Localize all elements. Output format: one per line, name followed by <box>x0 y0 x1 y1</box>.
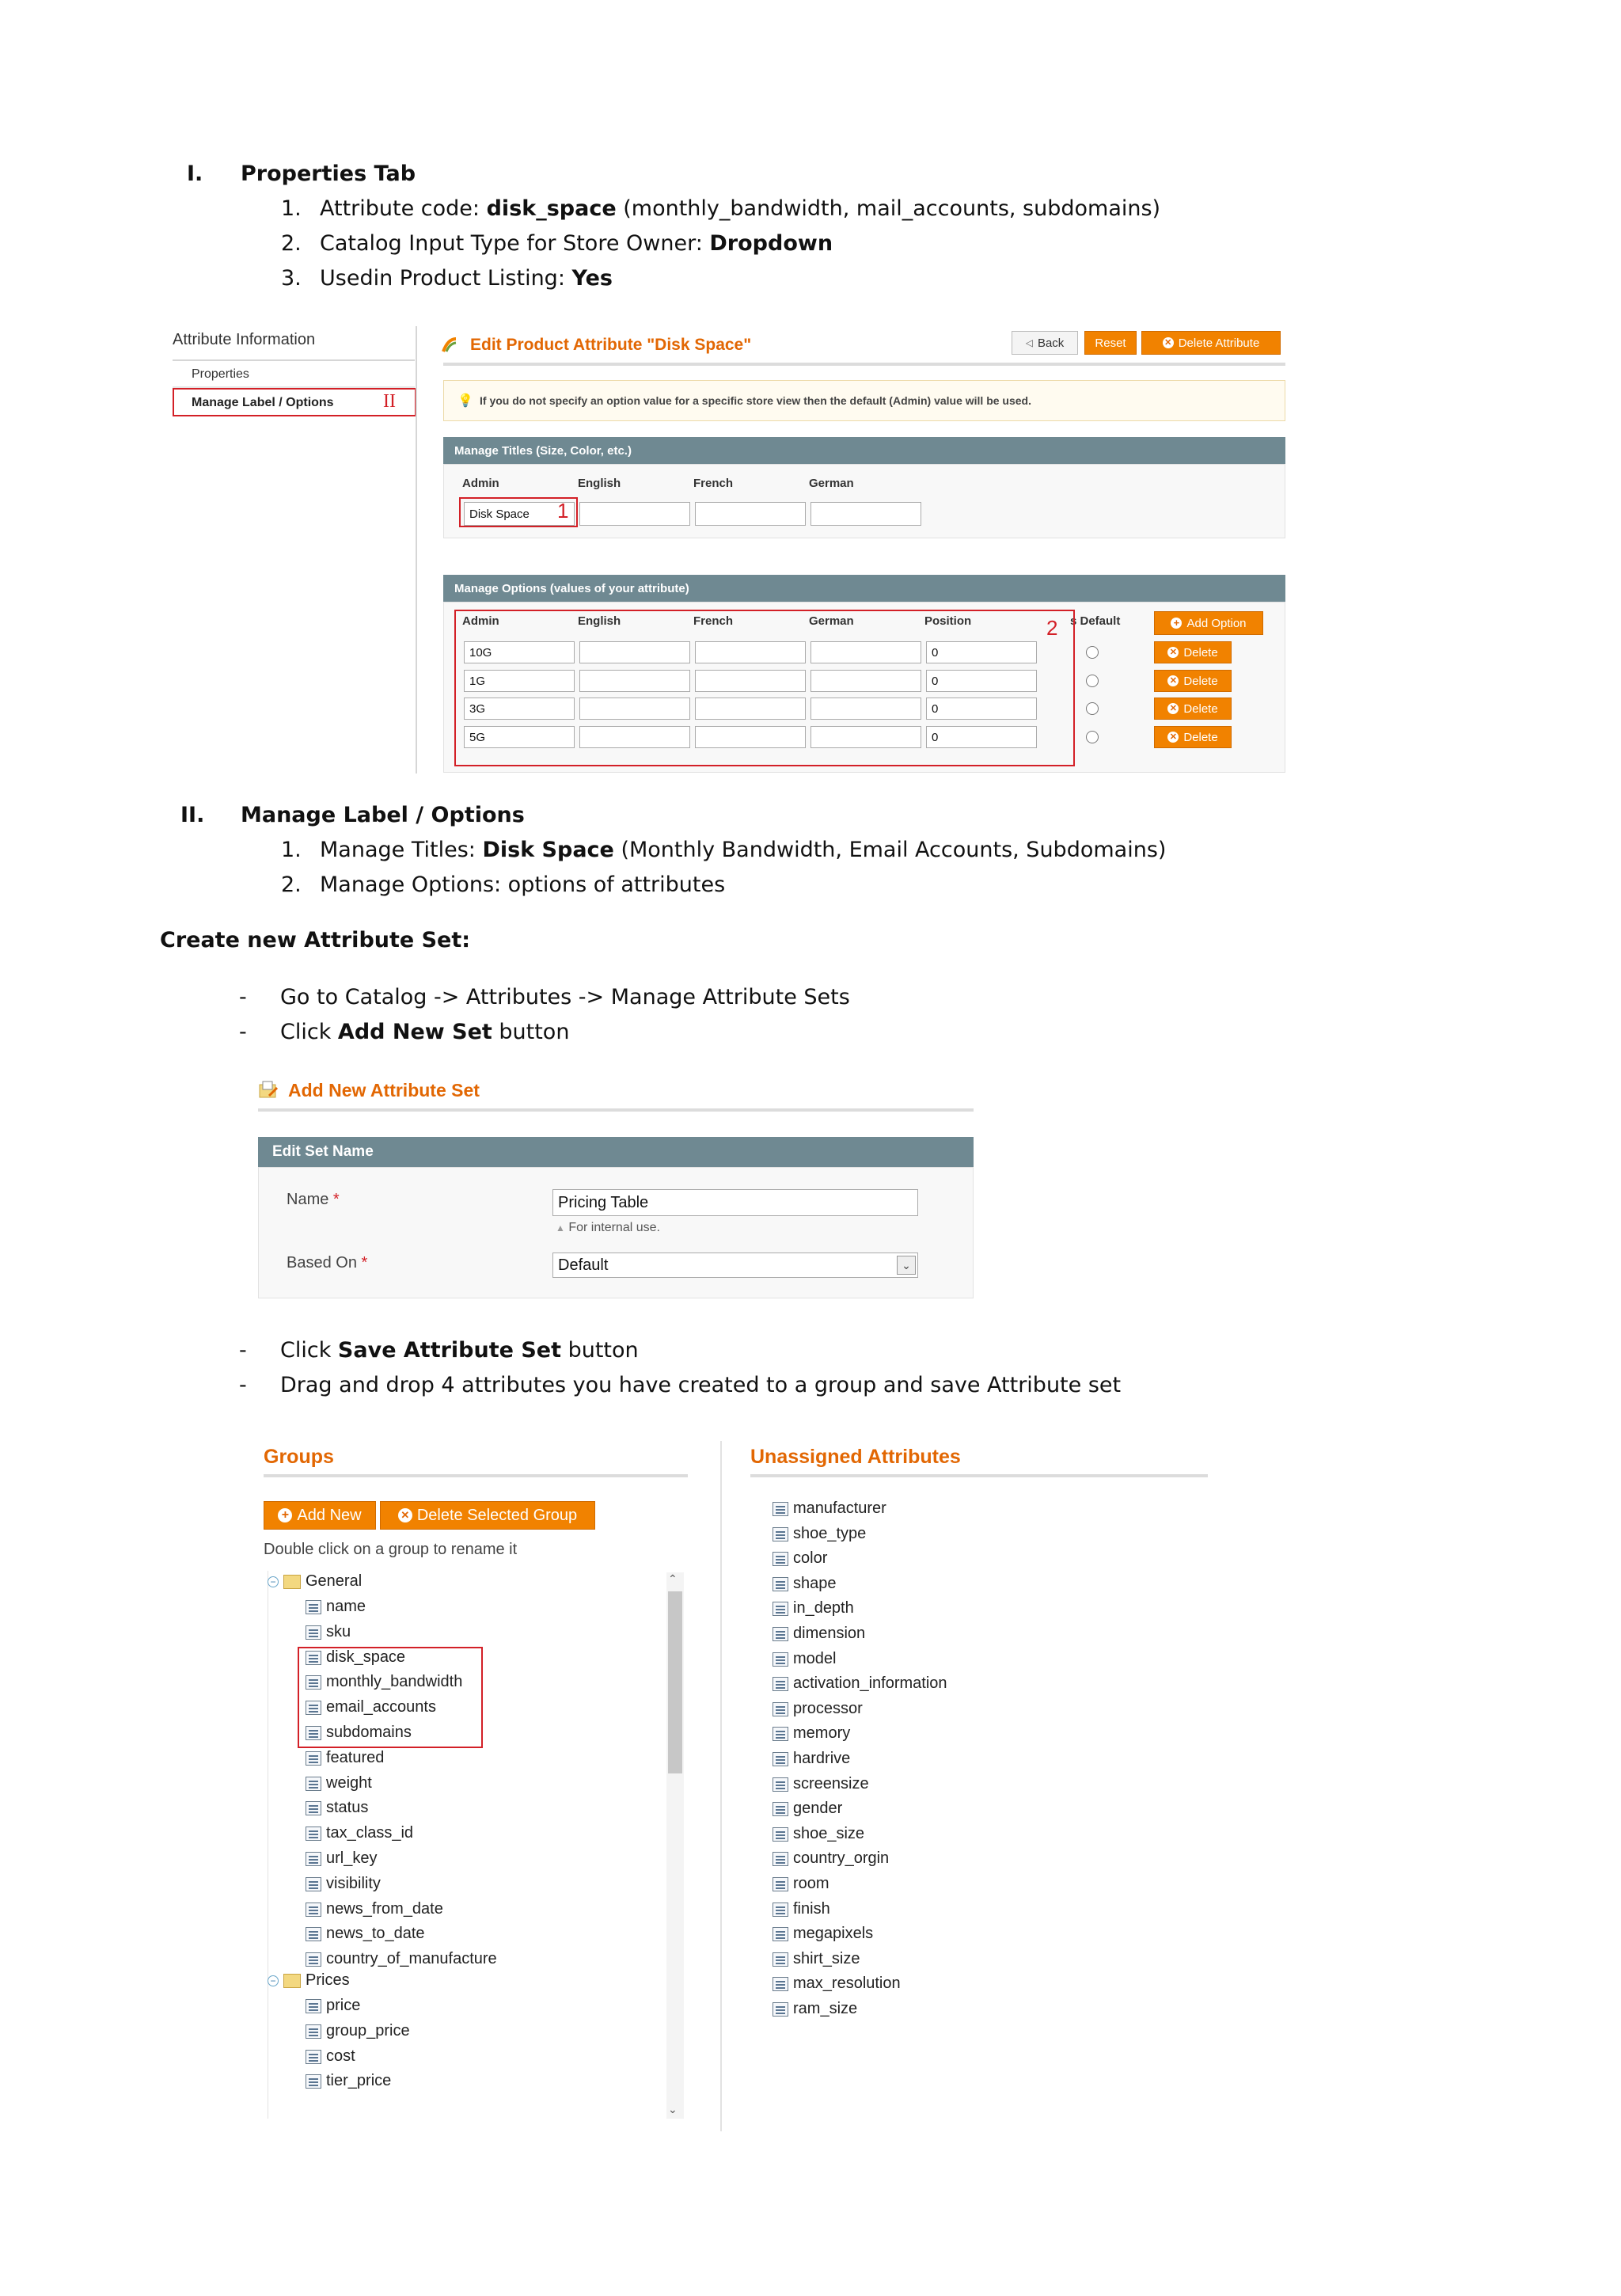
tree-item-label: country_orgin <box>793 1849 890 1867</box>
plus-icon: + <box>278 1508 292 1522</box>
list-marker: 2. <box>281 872 302 897</box>
divider <box>720 1441 722 2131</box>
attribute-icon <box>773 1652 788 1667</box>
based-on-select[interactable] <box>552 1253 918 1278</box>
text: Manage Titles: <box>320 838 483 862</box>
attribute-icon <box>773 1702 788 1716</box>
tree-item-label: group_price <box>326 2022 410 2039</box>
page-title: Edit Product Attribute "Disk Space" <box>470 336 752 354</box>
tree-item-label: url_key <box>326 1849 378 1867</box>
tree-item[interactable] <box>773 1825 864 1843</box>
attribute-icon <box>773 1552 788 1566</box>
option-admin-input[interactable]: 3G <box>464 698 575 720</box>
sidebar-title: Attribute Information <box>173 331 316 348</box>
list-marker: - <box>239 1373 247 1397</box>
col-admin: Admin <box>462 477 499 490</box>
name-label: Name * <box>287 1191 340 1208</box>
plus-icon: + <box>1171 618 1182 629</box>
tree-item[interactable] <box>306 1997 360 2015</box>
back-button[interactable] <box>1012 331 1078 355</box>
text: Click <box>280 1338 338 1363</box>
tree-item[interactable] <box>773 1575 837 1593</box>
tree-item[interactable] <box>773 1925 873 1943</box>
tree-item-label: email_accounts <box>326 1698 436 1716</box>
tree-item-label: in_depth <box>793 1599 854 1617</box>
attribute-icon <box>306 1600 321 1614</box>
tree-item-label: price <box>326 1997 361 2014</box>
delete-icon: ✕ <box>1167 703 1179 714</box>
hint: ▲ For internal use. <box>556 1221 660 1234</box>
tree-item-label: news_from_date <box>326 1900 443 1918</box>
tree-item[interactable] <box>306 1824 413 1842</box>
tree-item-label: memory <box>793 1724 851 1742</box>
section-title: Create new Attribute Set: <box>160 928 471 952</box>
tree-item[interactable] <box>773 1950 860 1968</box>
bold-text: Dropdown <box>709 231 833 256</box>
text: Click <box>280 1020 338 1044</box>
option-french-input[interactable] <box>695 698 806 720</box>
option-german-input[interactable] <box>810 726 921 748</box>
opt-col-french: French <box>693 614 734 628</box>
text: Catalog Input Type for Store Owner: <box>320 231 710 256</box>
tree-item-label: model <box>793 1650 837 1667</box>
tree-item-label: shoe_size <box>793 1825 865 1842</box>
tree-item-label: tax_class_id <box>326 1824 414 1842</box>
attribute-icon <box>306 1751 321 1766</box>
tree-item-label: shirt_size <box>793 1950 860 1967</box>
divider <box>173 359 415 361</box>
delete-option-button[interactable] <box>1154 670 1232 692</box>
groups-title: Groups <box>264 1446 334 1468</box>
annotation-marker: 2 <box>1046 616 1058 640</box>
tree-item-label: news_to_date <box>326 1925 425 1942</box>
option-english-input[interactable] <box>579 726 690 748</box>
title-english-input[interactable] <box>579 502 690 526</box>
list-item <box>320 872 725 897</box>
tree-item-label: sku <box>326 1623 351 1640</box>
attribute-icon <box>306 1777 321 1791</box>
tree-item-label: monthly_bandwidth <box>326 1673 463 1690</box>
text: Usedin Product Listing: <box>320 266 572 291</box>
option-position-input[interactable]: 0 <box>926 670 1037 692</box>
attribute-icon <box>306 1801 321 1815</box>
tree-item[interactable] <box>773 1500 886 1518</box>
unassigned-title: Unassigned Attributes <box>750 1446 961 1468</box>
list-marker: - <box>239 1338 247 1363</box>
attribute-icon <box>306 1999 321 2013</box>
notice-text: If you do not specify an option value for a specific store view then the default (Admin) value will be used. <box>480 394 1031 407</box>
tree-item-label: shoe_type <box>793 1525 867 1542</box>
attribute-icon <box>306 1903 321 1917</box>
attribute-icon <box>773 1677 788 1691</box>
bold-text: Disk Space <box>482 838 614 862</box>
lightbulb-icon: 💡 <box>457 394 473 408</box>
default-radio[interactable] <box>1086 731 1099 743</box>
attribute-icon <box>773 1602 788 1616</box>
bullet-item <box>280 1373 1121 1397</box>
add-option-button[interactable] <box>1154 611 1263 635</box>
text: button <box>492 1020 570 1044</box>
bullet-item <box>280 985 850 1009</box>
tree-item[interactable] <box>773 2000 857 2018</box>
attribute-icon <box>442 337 457 353</box>
option-english-input[interactable] <box>579 670 690 692</box>
option-admin-input[interactable]: 1G <box>464 670 575 692</box>
bold-text: Yes <box>571 266 613 291</box>
based-on-value: Default <box>558 1256 609 1274</box>
add-new-group-button[interactable] <box>264 1501 376 1530</box>
tree-item-label: tier_price <box>326 2072 392 2089</box>
tree-item[interactable] <box>773 1875 829 1893</box>
title-german-input[interactable] <box>810 502 921 526</box>
default-radio[interactable] <box>1086 675 1099 687</box>
back-label: Back <box>1037 336 1065 350</box>
attribute-icon <box>773 1952 788 1967</box>
tree-item[interactable] <box>306 2022 410 2040</box>
tree-group-general[interactable] <box>268 1572 362 1591</box>
name-input[interactable]: Pricing Table <box>552 1189 918 1216</box>
tree-item-label: screensize <box>793 1775 869 1792</box>
delete-option-button[interactable] <box>1154 641 1232 663</box>
tree-item[interactable] <box>773 1800 842 1818</box>
delete-selected-group-button[interactable] <box>380 1501 595 1530</box>
option-french-input[interactable] <box>695 641 806 663</box>
tree-item-label: shape <box>793 1575 837 1592</box>
groups-hint: Double click on a group to rename it <box>264 1541 518 1558</box>
bold-text: Save Attribute Set <box>337 1338 562 1363</box>
page-title: Add New Attribute Set <box>288 1080 480 1100</box>
list-marker: 1. <box>281 196 302 221</box>
list-marker: - <box>239 1020 247 1044</box>
attribute-icon <box>306 1827 321 1841</box>
divider <box>416 326 417 774</box>
tree-item-label: cost <box>326 2047 355 2065</box>
tree-item[interactable] <box>306 1900 443 1918</box>
tree-item-label: name <box>326 1598 366 1615</box>
scroll-down-icon[interactable]: ⌄ <box>668 2103 678 2115</box>
tree-item[interactable] <box>306 1598 366 1616</box>
folder-icon <box>283 1974 301 1988</box>
opt-col-admin: Admin <box>462 614 499 628</box>
option-german-input[interactable] <box>810 670 921 692</box>
delete-icon: ✕ <box>1167 675 1179 686</box>
tree-item[interactable] <box>773 1775 869 1793</box>
delete-label: Delete <box>1183 730 1218 744</box>
attribute-icon <box>306 1625 321 1640</box>
tree-item[interactable] <box>306 1950 497 1968</box>
tree-item-label: weight <box>326 1774 372 1792</box>
title-admin-input[interactable]: Disk Space <box>464 502 575 526</box>
bold-text: Add New Set <box>337 1020 492 1044</box>
option-french-input[interactable] <box>695 670 806 692</box>
tab-manage-label-options[interactable]: Manage Label / Options <box>192 396 334 409</box>
attribute-set-icon <box>258 1080 279 1099</box>
text: button <box>561 1338 639 1363</box>
default-radio[interactable] <box>1086 702 1099 715</box>
opt-col-english: English <box>578 614 621 628</box>
tree-item[interactable] <box>306 1849 377 1868</box>
attribute-icon <box>306 1852 321 1866</box>
groups-screenshot <box>261 1441 1211 2138</box>
section-title: Properties Tab <box>241 162 416 186</box>
divider <box>258 1108 974 1112</box>
scrollbar-thumb[interactable] <box>668 1591 682 1773</box>
tree-item[interactable] <box>773 1650 836 1668</box>
back-arrow-icon: ◁ <box>1025 337 1033 348</box>
edit-set-name-header: Edit Set Name <box>258 1137 974 1167</box>
text: (monthly_bandwidth, mail_accounts, subdomains) <box>616 196 1161 221</box>
option-german-input[interactable] <box>810 641 921 663</box>
attribute-icon <box>773 2002 788 2017</box>
manage-options-header: Manage Options (values of your attribute) <box>443 575 1285 602</box>
divider <box>264 1474 688 1477</box>
section-numeral: I. <box>187 162 203 186</box>
tree-item[interactable] <box>773 1525 866 1543</box>
option-position-input[interactable]: 0 <box>926 641 1037 663</box>
text: (Monthly Bandwidth, Email Accounts, Subdomains) <box>613 838 1167 862</box>
tree-item-label: max_resolution <box>793 1975 901 1992</box>
text: Go to Catalog -> Attributes -> Manage Attribute Sets <box>280 985 850 1009</box>
tree-item[interactable] <box>306 1799 368 1817</box>
tree-item[interactable] <box>773 1674 947 1693</box>
text: Attribute code: <box>320 196 487 221</box>
attribute-icon <box>773 1903 788 1917</box>
tree-item[interactable] <box>773 1849 889 1868</box>
delete-label: Delete <box>1183 701 1218 716</box>
col-german: German <box>809 477 854 490</box>
edit-attribute-screenshot <box>169 326 1293 777</box>
opt-col-default: s Default <box>1070 614 1121 628</box>
tree-item-label: ram_size <box>793 2000 858 2017</box>
attribute-icon <box>773 1802 788 1816</box>
attribute-icon <box>773 1527 788 1541</box>
attribute-icon <box>773 1827 788 1842</box>
option-admin-input[interactable]: 10G <box>464 641 575 663</box>
attribute-icon <box>773 1927 788 1941</box>
delete-icon: ✕ <box>1167 647 1179 658</box>
list-item <box>320 196 1160 221</box>
bullet-item <box>280 1020 569 1044</box>
add-option-label: Add Option <box>1186 616 1247 630</box>
delete-icon: ✕ <box>398 1508 412 1522</box>
folder-icon <box>283 1575 301 1589</box>
tree-item-label: hardrive <box>793 1750 851 1767</box>
highlight-box <box>298 1647 483 1748</box>
list-marker: 3. <box>281 266 302 291</box>
tree-item-label: manufacturer <box>793 1500 886 1517</box>
delete-label: Delete <box>1183 674 1218 688</box>
manage-titles-header: Manage Titles (Size, Color, etc.) <box>443 437 1285 464</box>
tree-item[interactable] <box>773 1750 850 1768</box>
option-position-input[interactable]: 0 <box>926 726 1037 748</box>
tree-item-label: disk_space <box>326 1648 406 1666</box>
tree-item[interactable] <box>773 1599 854 1617</box>
attribute-icon <box>773 1502 788 1516</box>
col-french: French <box>693 477 734 490</box>
attribute-icon <box>306 2050 321 2064</box>
attribute-icon <box>773 1627 788 1641</box>
option-admin-input[interactable]: 5G <box>464 726 575 748</box>
tree-item[interactable] <box>773 1625 865 1643</box>
scroll-up-icon[interactable]: ⌃ <box>668 1572 678 1585</box>
title-french-input[interactable] <box>695 502 806 526</box>
delete-label: Delete <box>1183 645 1218 660</box>
attribute-icon <box>306 1877 321 1891</box>
divider <box>443 363 1285 366</box>
tree-item-label: dimension <box>793 1625 866 1642</box>
attribute-icon <box>306 1952 321 1967</box>
tree-group-prices[interactable] <box>268 1971 350 1990</box>
group-label: General <box>306 1572 363 1590</box>
tree-item[interactable] <box>306 2047 355 2066</box>
attribute-icon <box>773 1727 788 1741</box>
delete-icon: ✕ <box>1167 732 1179 743</box>
opt-col-german: German <box>809 614 854 628</box>
section-numeral: II. <box>180 803 205 827</box>
col-english: English <box>578 477 621 490</box>
tree-item-label: activation_information <box>793 1674 947 1692</box>
list-item <box>320 838 1166 862</box>
tree-item[interactable] <box>306 1875 381 1893</box>
add-new-label: Add New <box>297 1506 362 1524</box>
delete-attribute-label: Delete Attribute <box>1178 336 1260 350</box>
option-english-input[interactable] <box>579 698 690 720</box>
tree-item-label: status <box>326 1799 369 1816</box>
bullet-item <box>280 1338 639 1363</box>
add-attribute-set-screenshot <box>258 1075 975 1303</box>
delete-icon: ✕ <box>1163 337 1174 348</box>
option-position-input[interactable]: 0 <box>926 698 1037 720</box>
text: Manage Options: options of attributes <box>320 872 726 897</box>
option-french-input[interactable] <box>695 726 806 748</box>
option-english-input[interactable] <box>579 641 690 663</box>
up-arrow-icon: ▲ <box>556 1222 565 1234</box>
attribute-icon <box>773 1577 788 1591</box>
based-on-label: Based On * <box>287 1254 368 1272</box>
attribute-icon <box>306 2074 321 2089</box>
tree-item[interactable] <box>306 2072 391 2090</box>
tree-item-label: processor <box>793 1700 863 1717</box>
tree-item[interactable] <box>306 1749 384 1767</box>
section-title: Manage Label / Options <box>241 803 525 827</box>
annotation-marker: 1 <box>557 499 569 523</box>
collapse-icon[interactable]: − <box>268 1975 279 1986</box>
tree-item-label: country_of_manufacture <box>326 1950 497 1967</box>
attribute-icon <box>306 2024 321 2039</box>
default-radio[interactable] <box>1086 646 1099 659</box>
tree-item-label: gender <box>793 1800 843 1817</box>
tree-item[interactable] <box>773 1700 863 1718</box>
delete-option-button[interactable] <box>1154 698 1232 720</box>
tree-item[interactable] <box>773 1724 850 1743</box>
delete-option-button[interactable] <box>1154 726 1232 748</box>
tree-item-label: finish <box>793 1900 830 1918</box>
list-item <box>320 231 833 256</box>
annotation-marker: II <box>383 391 396 412</box>
tree-item[interactable] <box>773 1975 901 1993</box>
tree-item-label: subdomains <box>326 1724 412 1741</box>
tree-item[interactable] <box>773 1900 830 1918</box>
group-label: Prices <box>306 1971 350 1989</box>
option-german-input[interactable] <box>810 698 921 720</box>
divider <box>750 1474 1208 1477</box>
tree-item[interactable] <box>306 1774 372 1792</box>
attribute-icon <box>773 1877 788 1891</box>
tree-item[interactable] <box>306 1623 351 1641</box>
chevron-down-icon[interactable]: ⌄ <box>897 1256 916 1275</box>
list-marker: 2. <box>281 231 302 256</box>
attribute-icon <box>773 1752 788 1766</box>
text: Drag and drop 4 attributes you have created to a group and save Attribute set <box>280 1373 1122 1397</box>
tree-item[interactable] <box>306 1925 425 1943</box>
delete-attribute-button[interactable] <box>1141 331 1281 355</box>
tree-item-label: color <box>793 1549 828 1567</box>
attribute-icon <box>773 1777 788 1792</box>
tree-item[interactable] <box>773 1549 827 1568</box>
delete-selected-group-label: Delete Selected Group <box>416 1506 578 1524</box>
opt-col-position: Position <box>924 614 972 628</box>
tree-item-label: featured <box>326 1749 385 1766</box>
collapse-icon[interactable]: − <box>268 1576 279 1587</box>
tree-item-label: visibility <box>326 1875 381 1892</box>
list-item <box>320 266 613 291</box>
attribute-icon <box>773 1852 788 1866</box>
tree-item-label: room <box>793 1875 829 1892</box>
bold-text: disk_space <box>486 196 617 221</box>
reset-button[interactable]: Reset <box>1084 331 1137 355</box>
tab-properties[interactable]: Properties <box>192 367 249 381</box>
list-marker: - <box>239 985 247 1009</box>
attribute-icon <box>773 1977 788 1991</box>
list-marker: 1. <box>281 838 302 862</box>
tree-item-label: megapixels <box>793 1925 874 1942</box>
attribute-icon <box>306 1927 321 1941</box>
